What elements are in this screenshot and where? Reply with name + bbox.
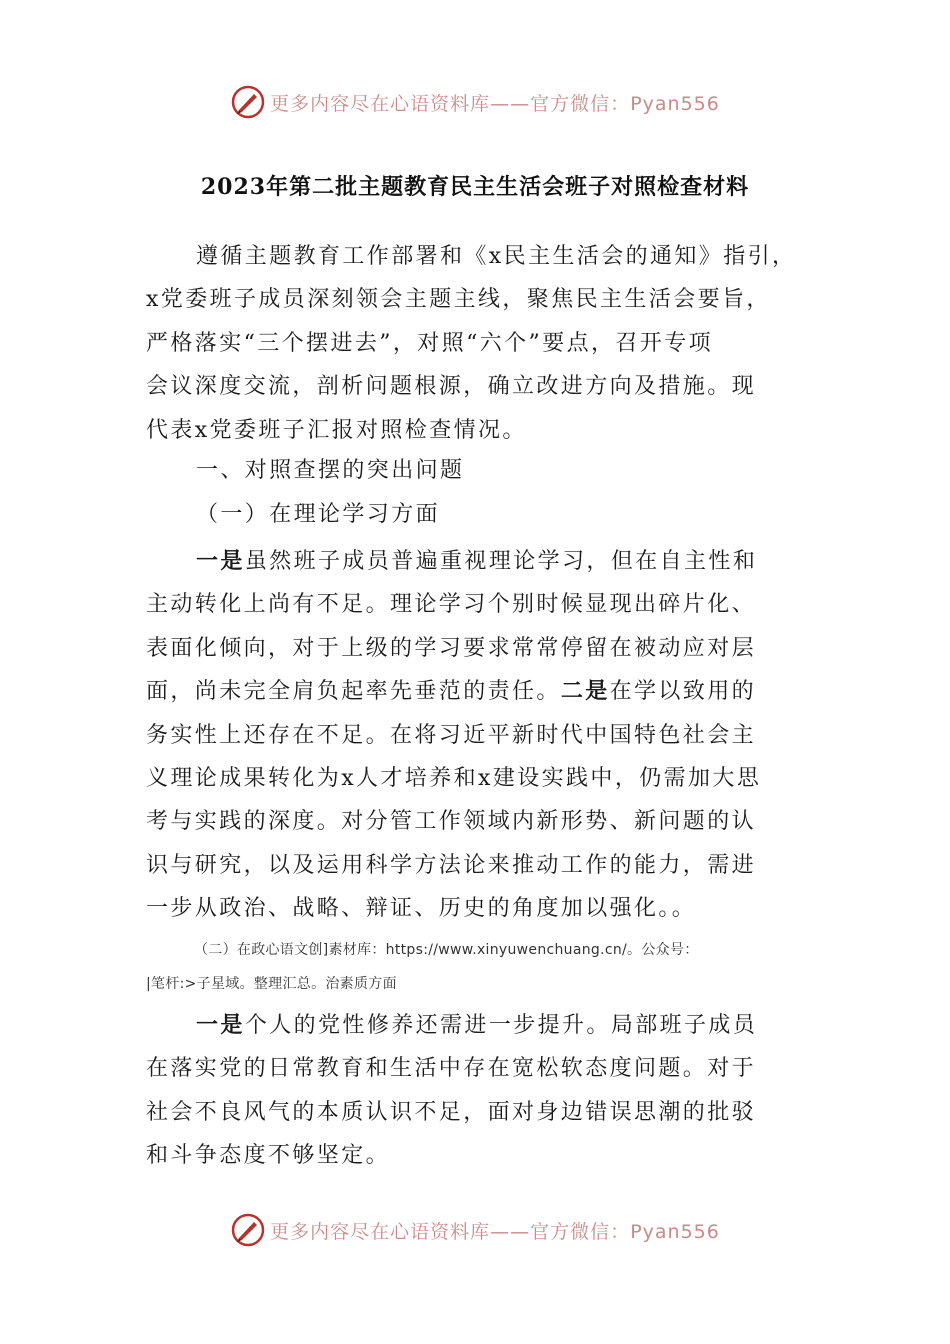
banner-wechat-label: 官方微信： (530, 92, 631, 115)
subsection-heading-1: （一）在理论学习方面 (196, 502, 441, 527)
line-text: 在学以致用的 (609, 679, 757, 705)
banner-wechat-label: 官方微信： (530, 1220, 631, 1243)
paragraph-line: 务实性上还存在不足。在将习近平新时代中国特色社会主 (146, 722, 757, 748)
paragraph-line: 一步从政治、战略、辩证、历史的角度加以强化。。 (146, 896, 697, 922)
paragraph-line (146, 1004, 816, 1047)
paragraph-line (146, 670, 816, 713)
footer-banner (0, 1210, 950, 1250)
section-heading-1: 一、对照查摆的突出问题 (196, 458, 465, 483)
banner-wechat-id: Pyan556 (630, 92, 720, 115)
pen-logo-icon (230, 1212, 266, 1248)
paragraph-line: 表面化倾向，对于上级的学习要求常常停留在被动应对层 (146, 635, 757, 661)
paragraph-line: 在落实党的日常教育和生活中存在宽松软态度问题。对于 (146, 1056, 757, 1082)
point-marker: 一是 (196, 1012, 245, 1038)
paragraph-line (146, 540, 816, 583)
header-banner (0, 82, 950, 122)
paragraph-line: 识与研究，以及运用科学方法论来推动工作的能力，需进 (146, 852, 757, 878)
line-text: 虽然班子成员普遍重视理论学习，但在自主性和 (244, 549, 758, 574)
paragraph-line: 社会不良风气的本质认识不足，面对身边错误思潮的批驳 (146, 1099, 757, 1125)
paragraph-line: 义理论成果转化为x人才培养和x建设实践中，仍需加大思 (146, 766, 762, 792)
theory-study-paragraph (146, 540, 816, 931)
intro-line: 会议深度交流，剖析问题根源，确立改进方向及措施。现 (146, 374, 757, 400)
intro-line: 严格落实“三个摆进去”，对照“六个”要点，召开专项 (146, 330, 713, 356)
point-marker: 一是 (196, 548, 245, 574)
intro-line: 遵循主题教育工作部署和《x民主生活会的通知》指引， (196, 244, 797, 269)
banner-text (270, 89, 720, 116)
paragraph-line: 考与实践的深度。对分管工作领域内新形势、新问题的认 (146, 809, 757, 835)
pen-logo-icon (230, 84, 266, 120)
banner-brand: 更多内容尽在心语资料库 (270, 92, 491, 115)
banner-dash: —— (490, 1220, 531, 1243)
paragraph-line: 和斗争态度不够坚定。 (146, 1143, 391, 1169)
watermark-line: |笔杆:>子星域。整理汇总。治素质方面 (146, 976, 397, 992)
banner-dash: —— (490, 92, 531, 115)
intro-line: 代表x党委班子汇报对照检查情况。 (146, 417, 527, 443)
line-text: 面，尚未完全肩负起率先垂范的责任。 (146, 679, 561, 705)
watermark-note (146, 933, 816, 1001)
party-spirit-paragraph (146, 1004, 816, 1178)
banner-brand: 更多内容尽在心语资料库 (270, 1220, 491, 1243)
point-marker: 二是 (560, 678, 610, 705)
line-text: 个人的党性修养还需进一步提升。局部班子成员 (244, 1013, 758, 1038)
paragraph-line: 主动转化上尚有不足。理论学习个别时候显现出碎片化、 (146, 592, 757, 618)
document-title: 2023年第二批主题教育民主生活会班子对照检查材料 (200, 174, 750, 200)
watermark-line: （二）在政心语文创]素材库：https://www.xinyuwenchuang.cn/。公众号： (194, 942, 699, 958)
intro-line: x党委班子成员深刻领会主题主线，聚焦民主生活会要旨， (146, 287, 771, 313)
intro-paragraph (146, 235, 816, 452)
banner-wechat-id: Pyan556 (630, 1220, 720, 1243)
banner-text (270, 1217, 720, 1244)
